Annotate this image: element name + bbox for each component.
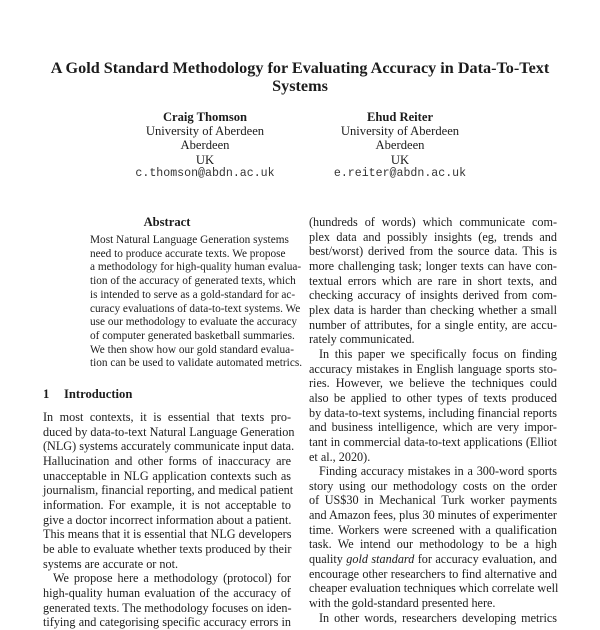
text-line: with the gold-standard presented here. (309, 596, 496, 611)
abstract-line: use our methodology to evaluate the accuracy (90, 316, 298, 329)
abstract-heading: Abstract (143, 215, 191, 229)
text-line: rately communicated. (309, 332, 415, 347)
text-line: also be applied to other types of texts produced (309, 390, 557, 405)
text-line: high-quality human evaluation of the accuracy of (43, 585, 291, 600)
abstract-line: tion of the accuracy of generated texts, which (90, 275, 296, 288)
author-city: Aberdeen (180, 138, 230, 153)
abstract-line: curacy evaluations of data-to-text systems. We (90, 302, 301, 315)
emphasis-gold-standard: gold standard (346, 552, 415, 567)
text-line: of US$30 in Mechanical Turk worker payments (309, 493, 557, 508)
paragraph (309, 215, 557, 347)
text-line: more challenging task; longer texts can have con- (309, 258, 557, 273)
text-line: systems are accurate or not. (43, 556, 179, 571)
text-line: be able to evaluate whether texts produced by their (43, 541, 292, 556)
paragraph (309, 347, 557, 464)
abstract-line: Most Natural Language Generation systems (90, 234, 289, 246)
paragraph (43, 571, 291, 630)
abstract-line: a methodology for high-quality human evalua- (90, 261, 302, 274)
text-line: give a doctor incorrect information about a patient. (43, 512, 292, 527)
text-line: unacceptable in NLG application contexts such as (43, 468, 291, 483)
abstract-line: of computer generated basketball summaries. (90, 329, 295, 342)
text-line: tant in commercial data-to-text applications (Elliot (309, 434, 557, 449)
author-email[interactable]: c.thomson@abdn.ac.uk (135, 166, 275, 180)
text-line: checking accuracy of insights derived from com- (309, 288, 557, 303)
author-email[interactable]: e.reiter@abdn.ac.uk (333, 166, 467, 180)
text-line: Finding accuracy mistakes in a 300-word sports (319, 464, 557, 479)
abstract-body (90, 234, 303, 371)
left-column (43, 215, 303, 630)
title-line-1: A Gold Standard Methodology for Evaluating Accuracy in Data-To-Text (50, 59, 550, 77)
text-line: cheaper evaluation techniques which correlate well (309, 581, 559, 596)
author-block-1 (105, 110, 305, 181)
text-line: In most contexts, it is essential that texts pro- (43, 410, 291, 425)
text-line: and business intelligence, which are very impor- (309, 420, 557, 435)
author-city: Aberdeen (375, 138, 425, 153)
section-heading-introduction (43, 387, 291, 402)
text-line: journalism, financial reporting, and medical patient (43, 483, 294, 498)
text-line (309, 552, 557, 567)
text-line: plex data is harder than checking whether a small (309, 302, 557, 317)
text-line: ries. However, we believe the techniques could (309, 376, 557, 391)
text-line: In this paper we specifically focus on finding (319, 346, 557, 361)
text-line: story using our methodology costs on the order (309, 478, 557, 493)
text-line: We propose here a methodology (protocol) for (53, 571, 291, 586)
paragraph (309, 611, 557, 626)
abstract-line: tion can be used to validate automated metrics. (90, 357, 303, 370)
text-line: time. Workers were screened with a qualification (309, 522, 557, 537)
paragraph (43, 410, 295, 571)
text-line: number of attributes, for a single entity, are accu- (309, 317, 557, 332)
section-number: 1 (43, 387, 50, 402)
title-line-2: Systems (272, 76, 328, 95)
text-line: This means that it is essential that NLG developers (43, 527, 292, 542)
author-name: Craig Thomson (162, 110, 248, 124)
text-line: information. For example, it is not acceptable to (43, 497, 291, 512)
text-line: plex data and possibly insights (eg, trends and (309, 229, 557, 244)
text-line: task. We intend our methodology to be a high (309, 537, 557, 552)
text-line: encourage other researchers to find alternative and (309, 566, 557, 581)
text-line: Hallucination and other forms of inaccuracy are (43, 454, 291, 468)
text-line: In other words, researchers developing metrics (319, 610, 557, 625)
text-line: duced by data-to-text Natural Language Generation (43, 424, 295, 439)
author-country: UK (390, 152, 410, 167)
text-line: tifying and categorising specific accuracy errors in (43, 615, 291, 630)
author-affiliation: University of Aberdeen (340, 124, 460, 139)
section-title: Introduction (64, 387, 133, 402)
text-line: best/worst) derived from the source data. This is (309, 244, 557, 259)
author-block-2 (300, 110, 500, 181)
abstract-line: need to produce accurate texts. We propose (90, 247, 286, 260)
citation-line: et al., 2020). (309, 449, 371, 464)
author-name: Ehud Reiter (366, 110, 434, 124)
text-line: accuracy mistakes in English language sports sto- (309, 361, 557, 376)
text-line: generated texts. The methodology focuses on iden- (43, 600, 292, 615)
abstract-line: is intended to serve as a gold-standard for ac- (90, 288, 296, 301)
abstract-line: We then show how our gold standard evalua- (90, 343, 294, 356)
author-affiliation: University of Aberdeen (145, 124, 265, 139)
text-segment: quality (309, 552, 347, 567)
text-line: and Amazon fees, plus 30 minutes of experimenter (309, 508, 557, 523)
text-line: (hundreds of words) which communicate com- (309, 215, 557, 229)
text-line: (NLG) systems accurately communicate input data. (43, 439, 295, 454)
author-country: UK (195, 152, 215, 167)
text-line: textual errors which are rare in short texts, and (309, 273, 557, 288)
text-segment: for accuracy evaluation, and (414, 552, 557, 567)
text-line: by data-to-text systems, including financial reports (309, 405, 557, 420)
right-column (309, 215, 557, 625)
paper-title (40, 60, 560, 95)
paragraph (309, 464, 557, 611)
